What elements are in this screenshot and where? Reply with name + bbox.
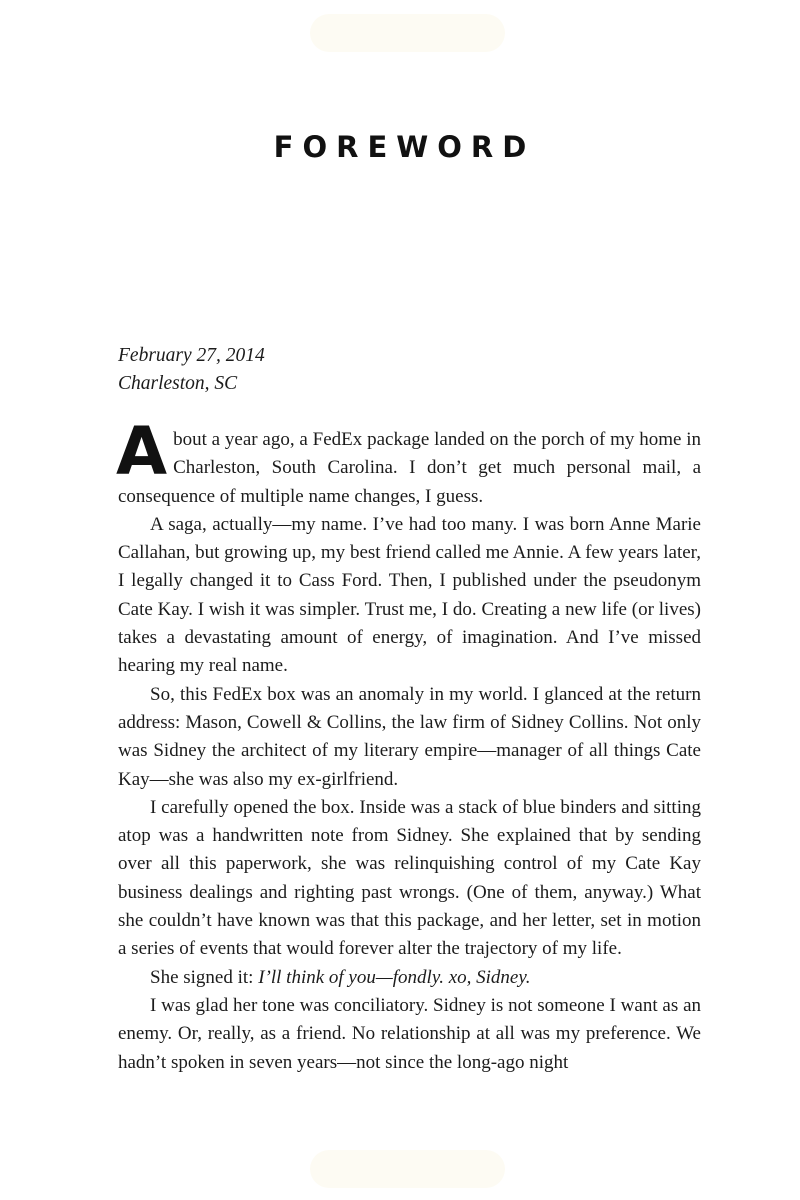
dateline — [118, 342, 265, 398]
dateline-place: Charleston, SC — [118, 373, 238, 394]
paragraph-6: I was glad her tone was conciliatory. Sidney is not someone I want as an enemy. Or, really, as a friend. No relationship at all was my preference. We hadn’t spoken in seven years—not since the long-ago night — [118, 994, 701, 1073]
paragraph-1 — [116, 413, 701, 511]
paragraph-3: So, this FedEx box was an anomaly in my world. I glanced at the return address: Mason, Cowell & Collins, the law firm of Sidney Collins. Not only was Sidney the architect of my literary empire—manager of all things Cate Kay—she was also my ex-girlfriend. — [118, 683, 701, 790]
paragraph-5-lead: She signed it: — [150, 966, 259, 988]
body-text — [116, 413, 701, 1077]
chapter-title: FOREWORD — [273, 130, 536, 164]
scan-smudge-bottom — [310, 1150, 505, 1188]
scan-smudge-top — [310, 14, 505, 52]
signature-quote: I’ll think of you—fondly. xo, Sidney. — [258, 966, 531, 988]
drop-cap: A — [116, 413, 168, 490]
paragraph-4: I carefully opened the box. Inside was a stack of blue binders and sitting atop was a handwritten note from Sidney. She explained that by sending over all this paperwork, she was relinquishing control of my Cate Kay business dealings and righting past wrongs. (One of them, anyway.) What she couldn’t have known was that this package, and her letter, set in motion a series of events that would forever alter the trajectory of my life. — [118, 796, 701, 960]
paragraph-2: A saga, actually—my name. I’ve had too many. I was born Anne Marie Callahan, but growing up, my best friend called me Annie. A few years later, I legally changed it to Cass Ford. Then, I published under the pseudonym Cate Kay. I wish it was simpler. Trust me, I do. Creating a new life (or lives) takes a devastating amount of energy, of imagination. And I’ve missed hearing my real name. — [118, 513, 701, 677]
dateline-date: February 27, 2014 — [118, 345, 265, 366]
paragraph-1-text: bout a year ago, a FedEx package landed on the porch of my home in Charleston, South Carolina. I don’t get much personal mail, a consequence of multiple name changes, I guess. — [118, 429, 701, 507]
paragraph-5 — [118, 964, 701, 992]
